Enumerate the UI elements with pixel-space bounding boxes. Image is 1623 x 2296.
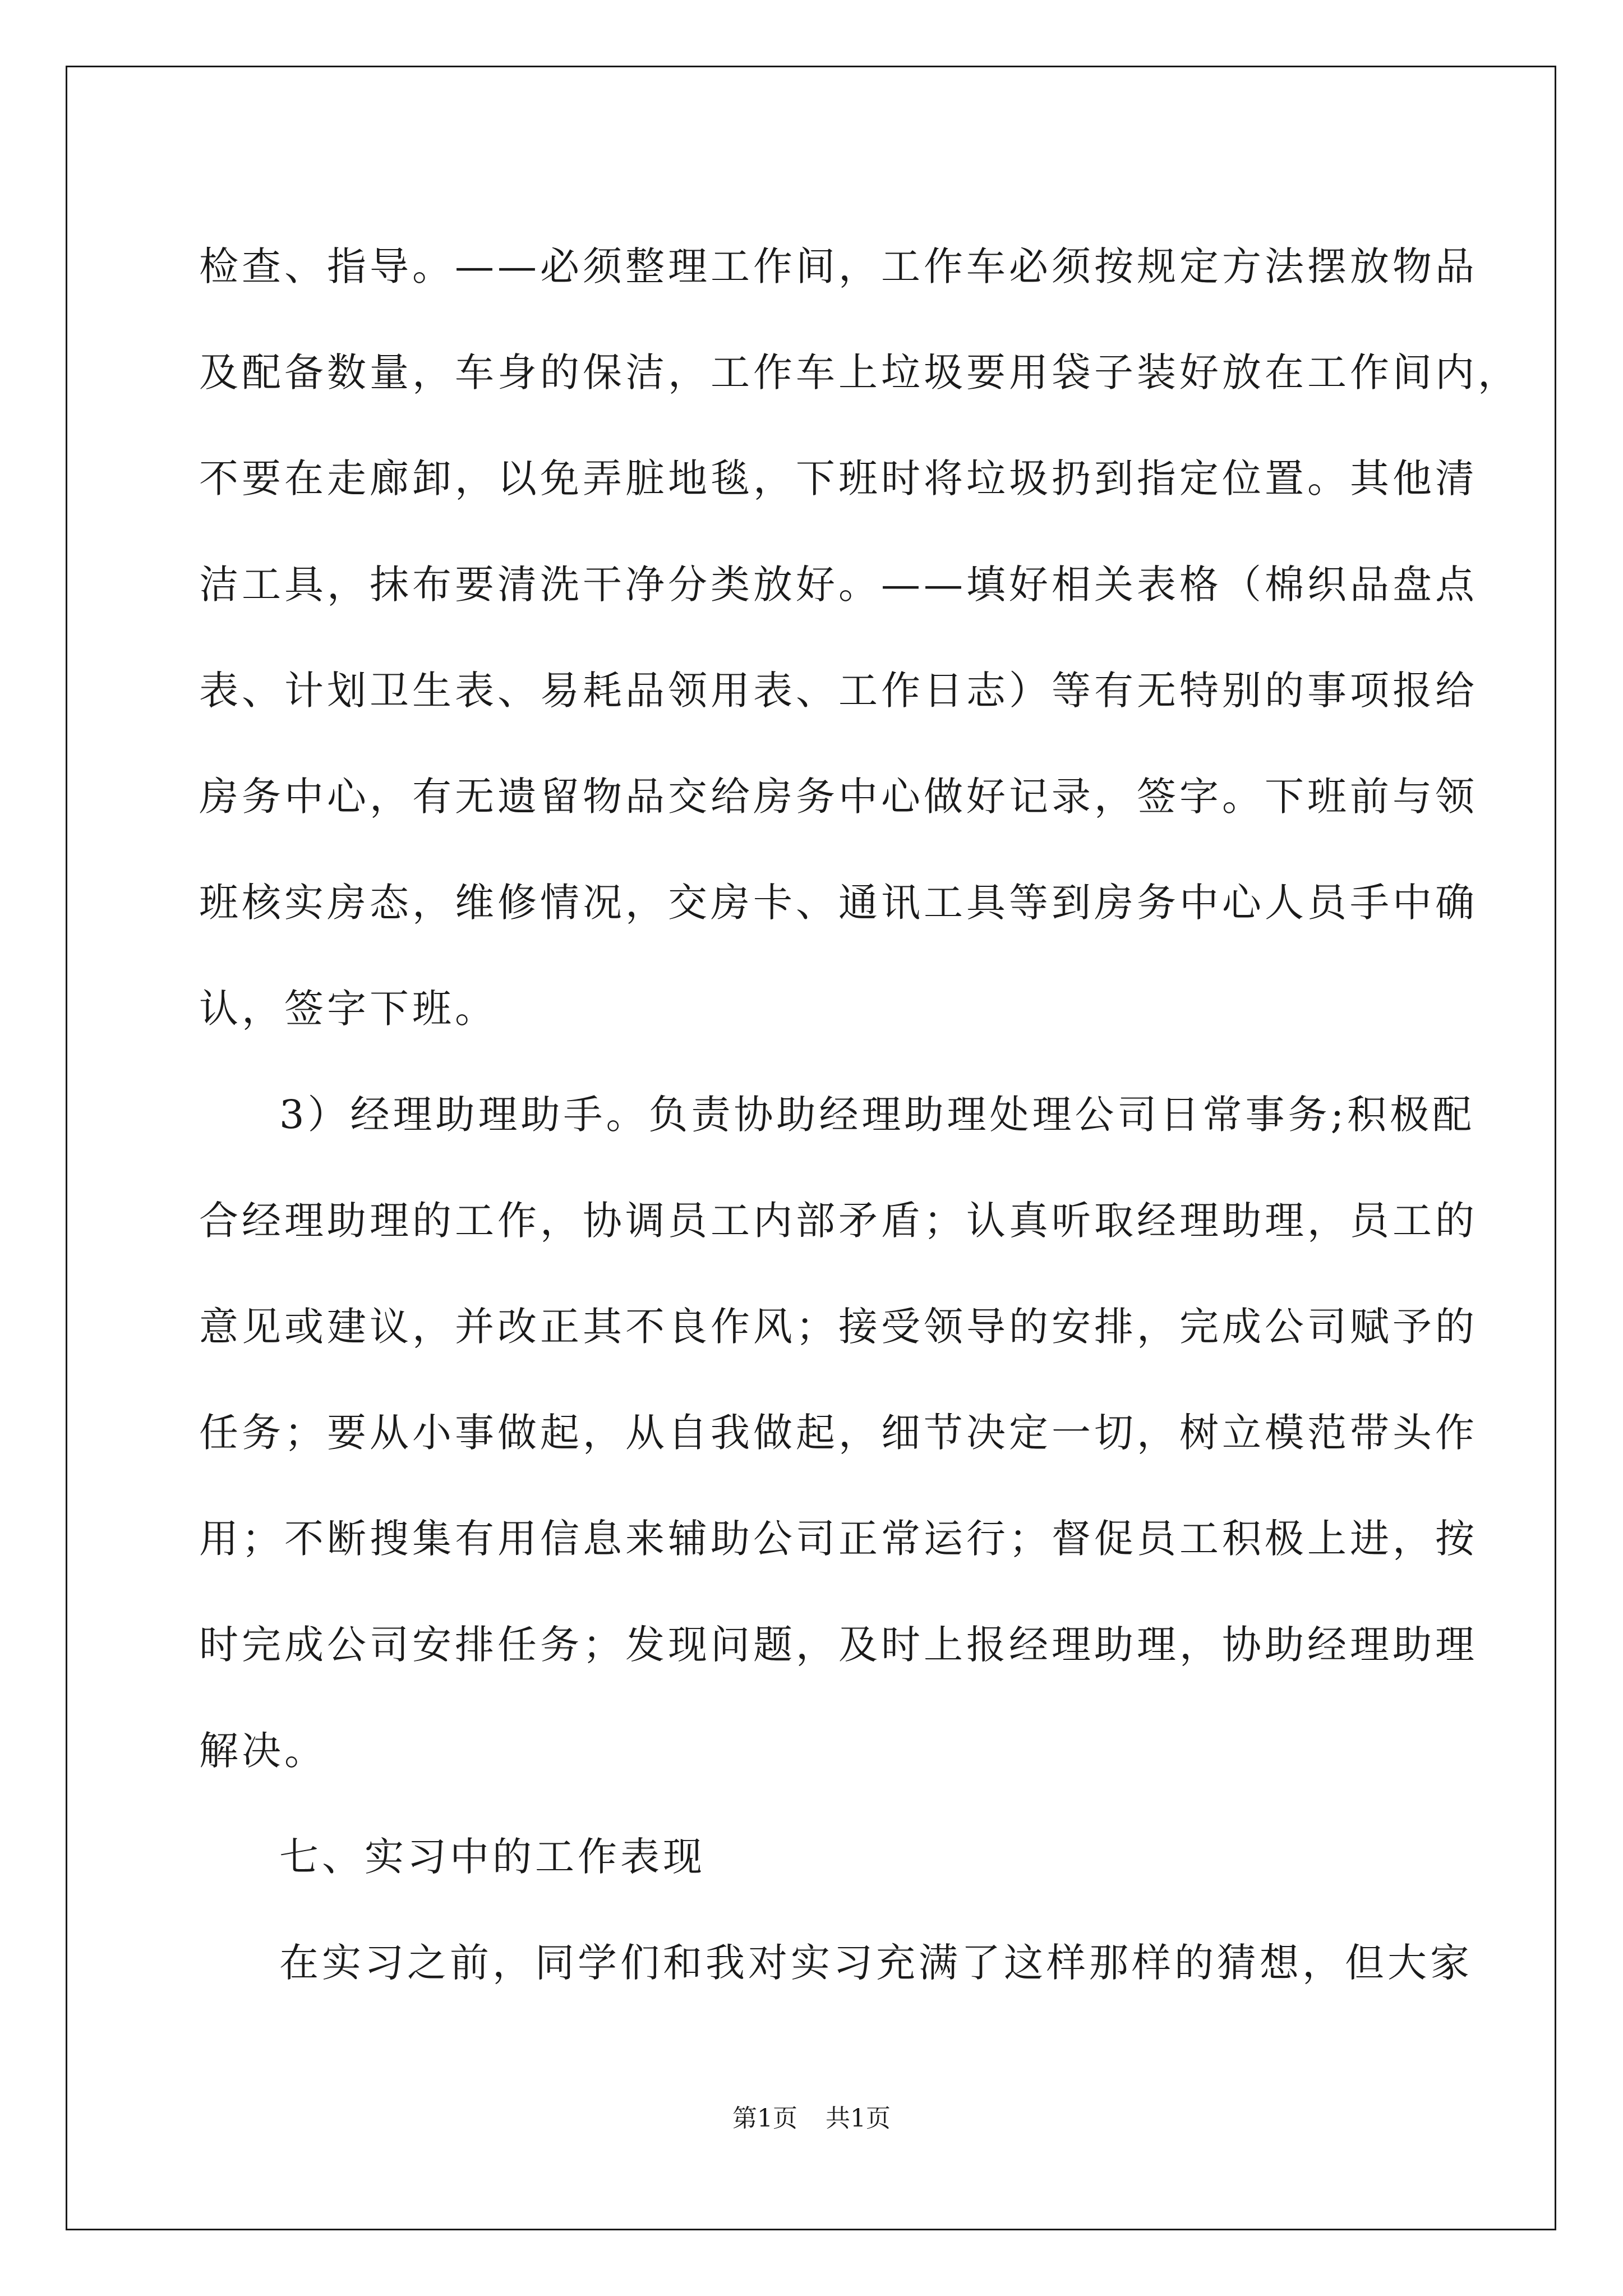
text-line: 3）经理助理助手。负责协助经理助理处理公司日常事务;积极配 [279, 1092, 1476, 1138]
text-line: 任务；要从小事做起，从自我做起，细节决定一切，树立模范带头作 [199, 1410, 1478, 1456]
text-line: 不要在走廊卸，以免弄脏地毯，下班时将垃圾扔到指定位置。其他清 [199, 455, 1478, 501]
page-number: 第1页 [732, 2104, 797, 2133]
document-body [199, 214, 1520, 2016]
page-total: 共1页 [826, 2104, 891, 2133]
text-line: 班核实房态，维修情况，交房卡、通讯工具等到房务中心人员手中确 [199, 880, 1478, 926]
text-line: 合经理助理的工作，协调员工内部矛盾；认真听取经理助理，员工的 [199, 1198, 1478, 1244]
text-line: 房务中心，有无遗留物品交给房务中心做好记录，签字。下班前与领 [199, 774, 1478, 820]
text-line: 洁工具，抹布要清洗干净分类放好。——填好相关表格（棉织品盘点 [199, 562, 1478, 608]
text-line: 及配备数量，车身的保洁，工作车上垃圾要用袋子装好放在工作间内， [199, 349, 1520, 395]
text-line: 在实习之前，同学们和我对实习充满了这样那样的猜想，但大家 [279, 1940, 1473, 1986]
text-line: 表、计划卫生表、易耗品领用表、工作日志）等有无特别的事项报给 [199, 668, 1478, 714]
text-line: 用；不断搜集有用信息来辅助公司正常运行；督促员工积极上进，按 [199, 1516, 1478, 1562]
text-line: 认，签字下班。 [199, 986, 497, 1032]
text-line: 时完成公司安排任务；发现问题，及时上报经理助理，协助经理助理 [199, 1622, 1478, 1668]
text-line: 意见或建议，并改正其不良作风；接受领导的安排，完成公司赋予的 [199, 1304, 1478, 1350]
section-heading: 七、实习中的工作表现 [279, 1834, 706, 1880]
page-footer [0, 2098, 1623, 2134]
text-line: 检查、指导。——必须整理工作间，工作车必须按规定方法摆放物品 [199, 243, 1478, 289]
text-line: 解决。 [199, 1728, 327, 1774]
